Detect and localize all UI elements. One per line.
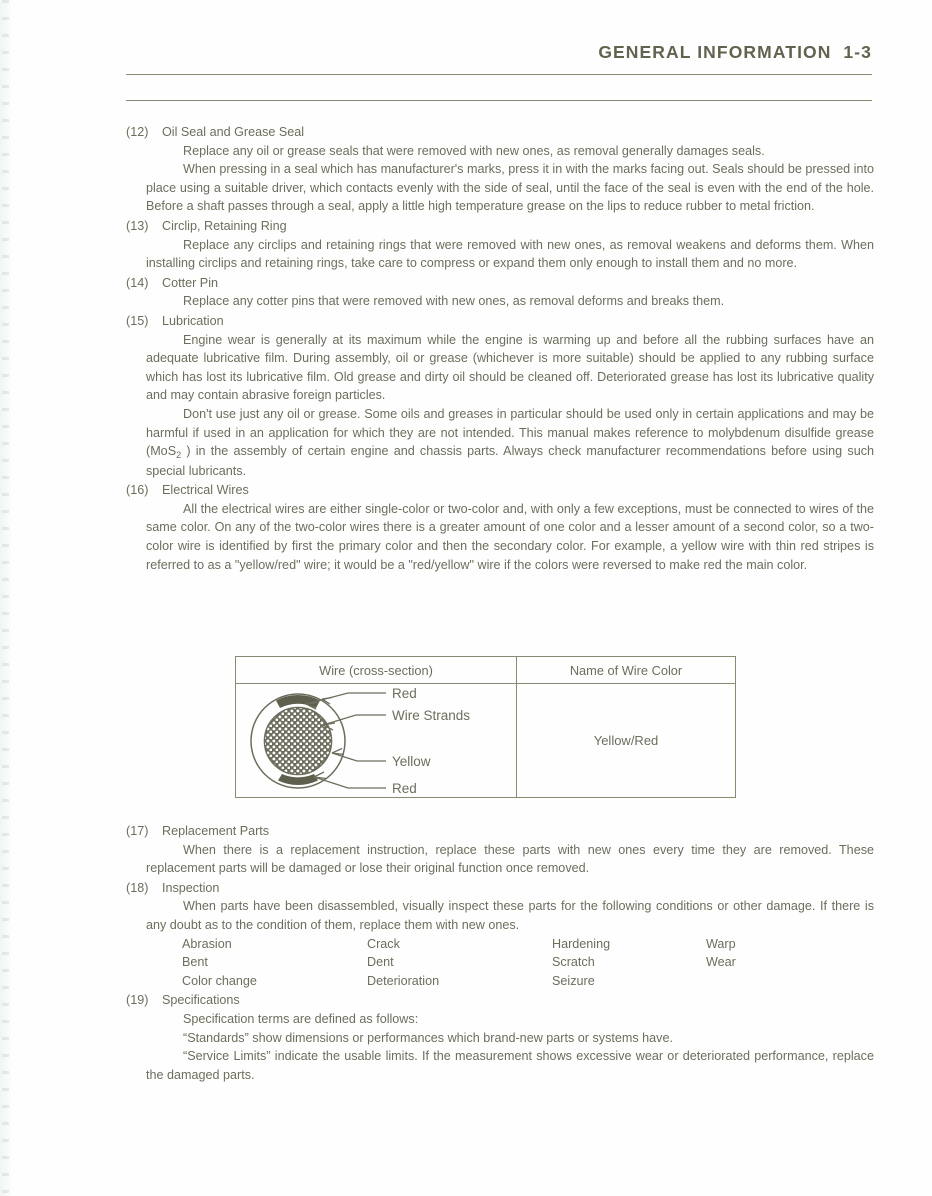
paragraph: “Service Limits” indicate the usable limits. If the measurement shows excessive wear or deteriorated performance, replace the damaged parts. (146, 1049, 874, 1082)
table-header-row (236, 657, 736, 684)
page-header (126, 44, 872, 62)
inspection-term: Crack (367, 936, 400, 951)
paragraph: “Standards” show dimensions or performances which brand-new parts or systems have. (183, 1030, 673, 1045)
paragraph: When pressing in a seal which has manufacturer's marks, press it in with the marks facing out. Seals should be pressed into place using a suitable driver, which contacts evenly with the side of seal, until the face of the seal is even with the end of the hole. Before a shaft passes through a seal, apply a little high temperature grease on the lips to reduce rubber to metal friction. (146, 162, 874, 214)
paragraph: Engine wear is generally at its maximum while the engine is warming up and before all the rubbing surfaces have an adequate lubricative film. During assembly, oil or grease (whichever is more suitable) should be applied to any rubbing surface which has lost its lubricative film. Old grease and dirty oil should be cleaned off. Deteriorated grease has lost its lubricative quality and may contain abrasive foreign particles. (146, 332, 874, 403)
inspection-term: Wear (706, 955, 736, 970)
wire-color-table (235, 656, 733, 796)
label-red-bottom: Red (392, 780, 417, 796)
section-number: (13) (126, 218, 149, 233)
wire-diagram (236, 685, 514, 797)
inspection-term: Abrasion (182, 936, 232, 951)
inspection-terms-row (182, 972, 872, 991)
section-number: (12) (126, 125, 149, 139)
paragraph: Specification terms are defined as follows: (183, 1011, 419, 1026)
inspection-term: Warp (706, 936, 736, 951)
inspection-terms-grid (182, 935, 872, 991)
paragraph: When parts have been disassembled, visually inspect these parts for the following conditions or other damage. If there is any doubt as to the condition of them, replace them with new ones. (146, 899, 874, 932)
section-title: Inspection (162, 880, 220, 895)
column-header-wire-cross-section: Wire (cross-section) (236, 657, 517, 684)
section-title: Electrical Wires (162, 483, 249, 498)
inspection-term: Deterioration (367, 973, 440, 988)
inspection-term: Bent (182, 955, 208, 970)
wire-cross-section-cell (236, 684, 517, 798)
mos2-subscript: 2 (176, 450, 182, 461)
section-heading-12 (126, 123, 874, 142)
section-heading-13 (126, 217, 874, 236)
section-title: Lubrication (162, 313, 224, 328)
paragraph: Replace any circlips and retaining rings that were removed with new ones, as removal weakens and deforms them. When installing circlips and retaining rings, take care to compress or expand them only enough to install them and no more. (146, 237, 874, 271)
label-wire-strands: Wire Strands (392, 707, 471, 723)
inspection-term: Seizure (552, 973, 595, 988)
paragraph: Replace any cotter pins that were removed with new ones, as removal deforms and breaks them. (183, 294, 725, 309)
section-number: (17) (126, 824, 149, 838)
section-number: (14) (126, 275, 149, 290)
inspection-term: Hardening (552, 936, 611, 951)
inspection-term: Color change (182, 973, 257, 988)
section-heading-15 (126, 312, 874, 331)
section-heading-19 (126, 991, 874, 1010)
wire-strand-bundle (264, 707, 331, 774)
section-heading-16 (126, 481, 874, 500)
scan-edge-artifact (0, 0, 14, 1196)
wire-color-name-cell (517, 684, 736, 798)
paragraph: When there is a replacement instruction, replace these parts with new ones every time they are removed. These replacement parts will be damaged or lose their original function once removed. (146, 842, 874, 876)
paragraph: Replace any oil or grease seals that were removed with new ones, as removal generally damages seals. (183, 143, 765, 158)
section-title: Specifications (162, 993, 240, 1008)
page-body (126, 122, 874, 574)
label-red-top: Red (392, 685, 417, 701)
section-title: Circlip, Retaining Ring (162, 218, 287, 233)
wire-color-name: Yellow/Red (593, 733, 659, 748)
section-title: Oil Seal and Grease Seal (162, 125, 305, 139)
paragraph-mos2 (146, 405, 874, 480)
mos2-text-before: Don't use just any oil or grease. Some oils and greases in particular should be used only in certain applications and may be harmful if used in an application for which they are not intended. This manual makes reference to molybdenum disulfide grease (MoS (146, 406, 874, 459)
table-row (236, 684, 736, 798)
section-number: (16) (126, 483, 149, 498)
scan-edge-speckle (2, 0, 9, 1196)
page-title: GENERAL INFORMATION 1-3 (598, 42, 872, 62)
column-header-name-of-wire-color: Name of Wire Color (517, 657, 736, 684)
paragraph: All the electrical wires are either single-color or two-color and, with only a few exceptions, must be connected to wires of the same color. On any of the two-color wires there is a greater amount of one color and a lesser amount of a second color, so a two-color wire is identified by first the primary color and then the secondary color. For example, a yellow wire with thin red stripes is referred to as a "yellow/red" wire; it would be a "red/yellow" wire if the colors were reversed to make red the main color. (146, 501, 874, 572)
section-title: Cotter Pin (162, 275, 218, 290)
page-body-lower (126, 821, 874, 1084)
inspection-term: Scratch (552, 955, 595, 970)
inspection-terms-row (182, 935, 872, 954)
wire-cross-section-svg (236, 685, 514, 797)
section-number: (15) (126, 313, 149, 328)
header-rule-bottom (126, 100, 872, 101)
label-yellow: Yellow (392, 753, 431, 769)
section-heading-17 (126, 822, 874, 841)
section-heading-14 (126, 274, 874, 293)
section-heading-18 (126, 879, 874, 898)
inspection-terms-row (182, 953, 872, 972)
inspection-term: Dent (367, 955, 394, 970)
section-number: (19) (126, 993, 149, 1008)
inspection-term-empty (706, 972, 826, 991)
section-title: Replacement Parts (162, 824, 270, 838)
header-rule-top (126, 74, 872, 75)
section-number: (18) (126, 880, 149, 895)
mos2-text-after: ) in the assembly of certain engine and chassis parts. Always check manufacturer recommendations before using such special lubricants. (146, 444, 874, 478)
